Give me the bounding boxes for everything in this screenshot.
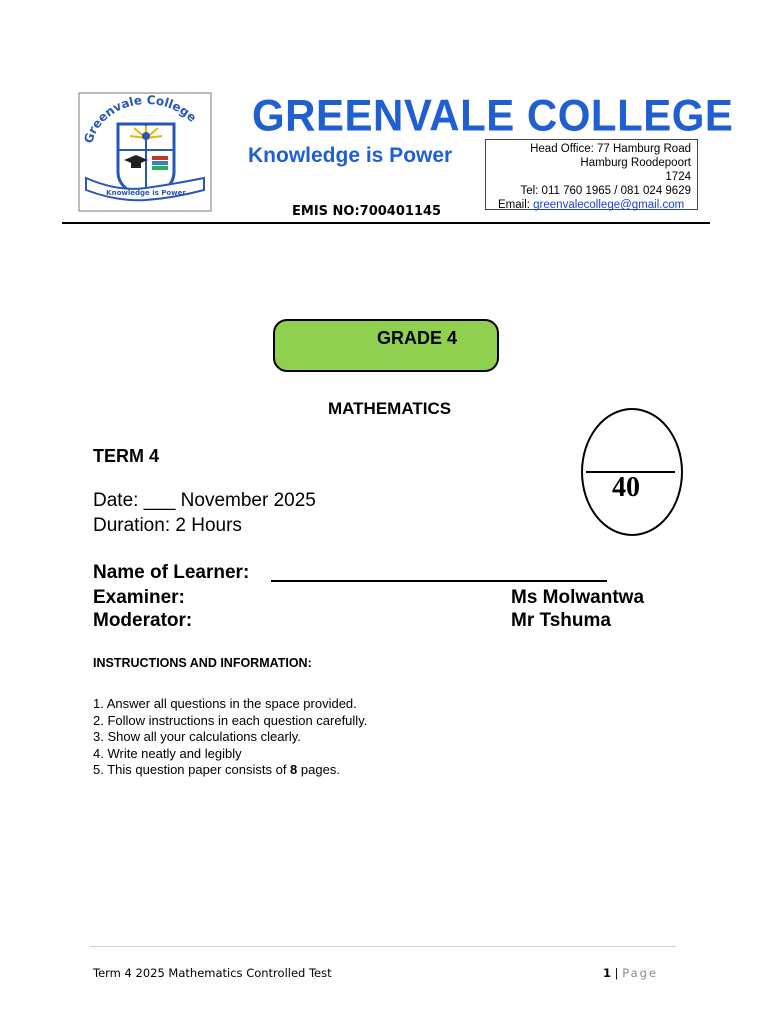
page-separator: | xyxy=(611,966,623,980)
contact-phone: Tel: 011 760 1965 / 081 024 9629 xyxy=(520,185,691,197)
total-marks: 40 xyxy=(612,472,640,503)
exam-date: Date: ___ November 2025 xyxy=(93,490,316,511)
list-item: 2. Follow instructions in each question carefully. xyxy=(93,712,368,728)
list-item-text: 5. This question paper consists of xyxy=(93,762,291,777)
email-label: Email: xyxy=(498,199,530,211)
emis-number: EMIS NO:700401145 xyxy=(292,204,442,219)
list-item: 3. Show all your calculations clearly. xyxy=(93,729,301,744)
college-motto: Knowledge is Power xyxy=(248,144,453,167)
contact-email-row xyxy=(490,198,691,212)
footer-title: Term 4 2025 Mathematics Controlled Test xyxy=(93,966,332,980)
term-label: TERM 4 xyxy=(93,446,160,466)
instructions-heading: INSTRUCTIONS AND INFORMATION: xyxy=(93,656,312,670)
grade-label: GRADE 4 xyxy=(377,328,458,348)
moderator-name: Mr Tshuma xyxy=(511,610,611,631)
examiner-label: Examiner: xyxy=(93,587,185,608)
logo-arc-text: Greenvale College xyxy=(81,92,200,145)
list-item: 4. Write neatly and legibly xyxy=(93,745,242,761)
moderator-label: Moderator: xyxy=(93,610,193,631)
list-item: 1. Answer all questions in the space provided. xyxy=(93,696,357,711)
footer-page-indicator xyxy=(603,966,658,980)
college-logo xyxy=(78,92,212,212)
footer-divider xyxy=(90,946,676,947)
instructions-list xyxy=(93,696,367,779)
contact-postal-code: 1724 xyxy=(665,171,691,183)
list-item-text: pages. xyxy=(297,762,340,777)
contact-address-line: Hamburg Roodepoort xyxy=(580,157,691,169)
subject-title: MATHEMATICS xyxy=(328,399,452,418)
header-divider xyxy=(62,222,710,224)
email-link[interactable]: greenvalecollege@gmail.com xyxy=(533,199,685,211)
contact-address-line: Head Office: 77 Hamburg Road xyxy=(530,143,691,155)
examiner-name: Ms Molwantwa xyxy=(511,587,645,608)
college-name: GREENVALE COLLEGE xyxy=(252,90,734,141)
page-word: Page xyxy=(622,966,659,980)
list-item xyxy=(93,762,367,779)
contact-box xyxy=(485,139,698,210)
learner-name-label: Name of Learner: xyxy=(93,562,250,583)
logo-banner-text: Knowledge is Power xyxy=(106,189,186,197)
exam-duration: Duration: 2 Hours xyxy=(93,515,242,536)
learner-name-line[interactable] xyxy=(271,580,607,582)
page-number: 1 xyxy=(603,966,612,980)
page-count: 8 xyxy=(290,762,298,777)
